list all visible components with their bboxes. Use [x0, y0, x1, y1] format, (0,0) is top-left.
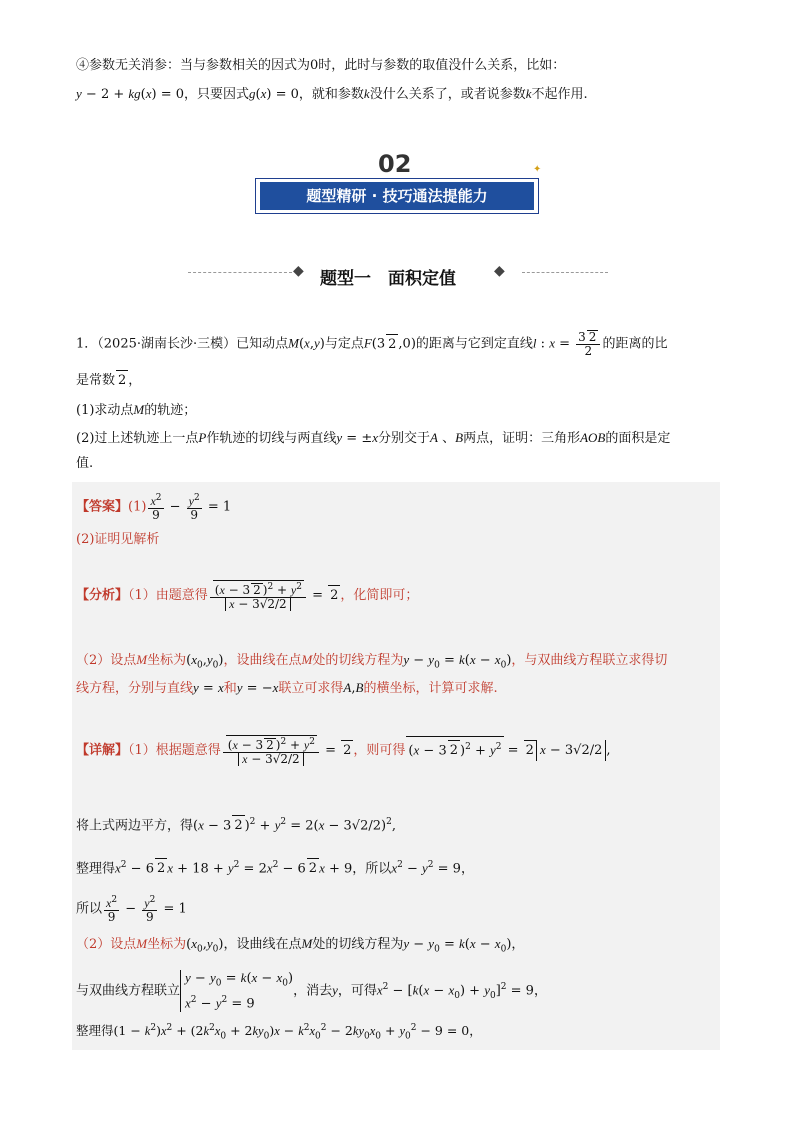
intro-line-2: y − 2 + kg(x) = 0，只要因式g(x) = 0，就和参数k没什么关系了，或者说参数k不起作用. — [76, 86, 588, 102]
problem-q1: (1)求动点M的轨迹； — [76, 402, 197, 418]
diamond-icon: ◆ — [494, 263, 505, 279]
problem-line-2: 是常数 2 ， — [76, 370, 141, 391]
topic-rule-left — [188, 272, 292, 273]
topic-rule-right — [522, 272, 608, 273]
detail-line-4: 所以 $\frac{x^2}{9}$ − $\frac{y^2}{9}$ = 1 — [76, 895, 187, 924]
detail-line-1: 【详解】（1）根据题意得 $\frac{(x - 3 2 )^2 + y^2}{x - 3√2/2}$ = 2 ，则可得 (x − 3 2 )$^2 + y^2 = 2$ x − 3√2/2 , — [76, 737, 611, 766]
section-number: 02 — [378, 150, 412, 178]
section-banner: 题型精研 · 技巧通法提能力 — [260, 182, 534, 210]
analysis-line-3: 线方程，分别与直线y = x和y = −x联立可求得A,B的横坐标，计算可求解. — [76, 680, 498, 696]
answer-line: 【答案】(1) $\frac{x^2}{9}$ − $\frac{y^2}{9}$ = 1 — [76, 493, 232, 522]
detail-line-5: （2）设点M坐标为$(x_0,y_0)$，设曲线在点M处的切线方程为$y - y_0 = k(x - x_0)$， — [76, 936, 525, 955]
detail-line-3: 整理得$x^2 - 6$ 2 $x + 18 + y^2 = 2x^2 - 6$ 2 x + 9，所以$x^2 - y^2 = 9$， — [76, 855, 474, 879]
detail-line-7: 整理得$(1 - k^2)x^2 + (2k^2x_0 + 2ky_0)x - k^2x_0^2 - 2ky_0x_0 + y_0^2 - 9 = 0$， — [76, 1023, 482, 1042]
analysis-line-2: （2）设点M坐标为$(x_0,y_0)$，设曲线在点M处的切线方程为$y - y_0 = k(x - x_0)$，与双曲线方程联立求得切 — [76, 652, 668, 671]
answer-line-2: (2)证明见解析 — [76, 532, 160, 547]
analysis-line-1: 【分析】（1）由题意得 $\frac{(x - 3 2 )^2 + y^2}{x - 3√2/2}$ = 2 ，化简即可； — [76, 582, 419, 611]
problem-q2: (2)过上述轨迹上一点P作轨迹的切线与两直线y = ±x分别交于A 、B两点，证明：三角形AOB的面积是定 — [76, 430, 671, 446]
intro-line-1: ④参数无关消参：当与参数相关的因式为0时，此时与参数的取值没什么关系，比如： — [76, 58, 566, 73]
detail-line-2: 将上式两边平方，得(x − 3 2 )$^2 + y^2 = 2(x - 3√2/2)^2$, — [76, 812, 396, 836]
topic-title: 题型一 面积定值 — [320, 269, 456, 289]
detail-line-6: 与双曲线方程联立$y - y_0 = k(x - x_0)$ $x^2 - y^2 = 9$，消去y，可得$x^2 - [k(x - x_0) + y_0]^2 = 9$， — [76, 970, 547, 1011]
problem-line-1: 1．（2025·湖南长沙·三模）已知动点M(x,y)与定点F(3 2 ,0)的距离与它到定直线l : x = $\frac{3 2}{2}$ 的距离的比 — [76, 330, 668, 358]
solution-panel — [72, 482, 720, 1050]
diamond-icon: ◆ — [293, 263, 304, 279]
problem-q2-cont: 值. — [76, 456, 94, 471]
sparkle-icon: ✦ — [533, 164, 542, 175]
